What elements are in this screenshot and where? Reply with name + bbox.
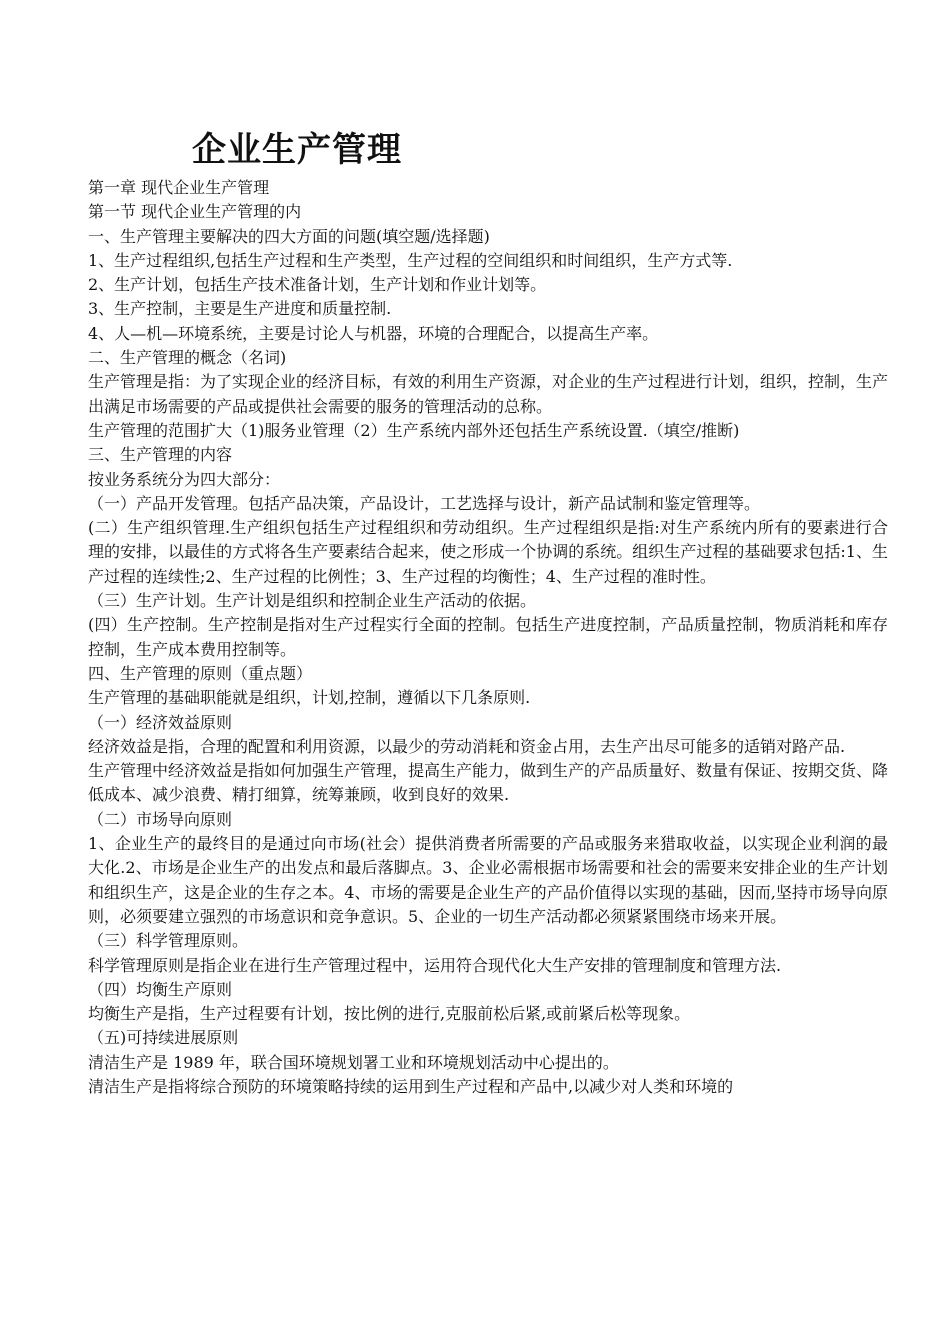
paragraph: (二）生产组织管理.生产组织包括生产过程组织和劳动组织。生产过程组织是指:对生产系统内所有的要素进行合理的安排，以最佳的方式将各生产要素结合起来，使之形成一个协调的系统。组织生产过程的基础要求包括:1、生产过程的连续性;2、生产过程的比例性；3、生产过程的均衡性；4、生产过程的准时性。: [88, 518, 888, 586]
paragraph: 生产管理是指：为了实现企业的经济目标，有效的利用生产资源，对企业的生产过程进行计划，组织，控制，生产出满足市场需要的产品或提供社会需要的服务的管理活动的总称。: [88, 372, 889, 416]
paragraph: (四）生产控制。生产控制是指对生产过程实行全面的控制。包括生产进度控制，产品质量控制，物质消耗和库存控制，生产成本费用控制等。: [88, 615, 888, 659]
subsection-heading: 二、生产管理的概念（名词): [88, 348, 287, 368]
document-body: [88, 176, 888, 1099]
principle-heading: （五)可持续进展原则: [88, 1028, 239, 1048]
principle-heading: （四）均衡生产原则: [88, 979, 233, 999]
section-heading: 第一节 现代企业生产管理的内: [88, 202, 302, 222]
paragraph: 生产管理的范围扩大（1)服务业管理（2）生产系统内部外还包括生产系统设置.（填空/推断): [88, 420, 740, 440]
list-item: 3、生产控制，主要是生产进度和质量控制.: [88, 299, 392, 319]
subsection-heading: 四、生产管理的原则（重点题）: [88, 663, 313, 683]
list-item: 2、生产计划，包括生产技术准备计划，生产计划和作业计划等。: [88, 275, 547, 295]
document-title: 企业生产管理: [192, 130, 402, 170]
paragraph: （一）产品开发管理。包括产品决策，产品设计，工艺选择与设计，新产品试制和鉴定管理等。: [88, 493, 761, 513]
list-item: 4、人—机—环境系统，主要是讨论人与机器，环境的合理配合，以提高生产率。: [88, 323, 659, 343]
paragraph: 1、企业生产的最终目的是通过向市场(社会）提供消费者所需要的产品或服务来猎取收益，以实现企业利润的最大化.2、市场是企业生产的出发点和最后落脚点。3、企业必需根据市场需要和社会的需要来安排企业的生产计划和组织生产，这是企业的生存之本。4、市场的需要是企业生产的产品价值得以实现的基础，因而,坚持市场导向原则，必须要建立强烈的市场意识和竞争意识。5、企业的一切生产活动都必须紧紧围绕市场来开展。: [88, 834, 888, 926]
paragraph: 经济效益是指，合理的配置和利用资源，以最少的劳动消耗和资金占用，去生产出尽可能多的适销对路产品.: [88, 736, 846, 756]
paragraph: 生产管理的基础职能就是组织，计划,控制，遵循以下几条原则.: [88, 688, 531, 708]
subsection-heading: 三、生产管理的内容: [88, 445, 233, 465]
paragraph: 生产管理中经济效益是指如何加强生产管理，提高生产能力，做到生产的产品质量好、数量有保证、按期交货、降低成本、减少浪费、精打细算，统筹兼顾，收到良好的效果.: [88, 761, 889, 805]
principle-heading: （一）经济效益原则: [88, 712, 233, 732]
chapter-heading: 第一章 现代企业生产管理: [88, 178, 270, 197]
paragraph: 清洁生产是指将综合预防的环境策略持续的运用到生产过程和产品中,以减少对人类和环境的: [88, 1076, 734, 1096]
principle-heading: （二）市场导向原则: [88, 809, 233, 829]
principle-heading: （三）科学管理原则。: [88, 931, 249, 951]
subsection-heading: 一、生产管理主要解决的四大方面的问题(填空题/选择题): [88, 226, 490, 246]
paragraph: （三）生产计划。生产计划是组织和控制企业生产活动的依据。: [88, 591, 537, 611]
paragraph: 科学管理原则是指企业在进行生产管理过程中，运用符合现代化大生产安排的管理制度和管理方法.: [88, 955, 782, 975]
list-item: 1、生产过程组织,包括生产过程和生产类型，生产过程的空间组织和时间组织，生产方式等.: [88, 250, 733, 270]
paragraph: 按业务系统分为四大部分：: [88, 469, 281, 489]
paragraph: 清洁生产是 1989 年，联合国环境规划署工业和环境规划活动中心提出的。: [88, 1052, 619, 1072]
paragraph: 均衡生产是指，生产过程要有计划，按比例的进行,克服前松后紧,或前紧后松等现象。: [88, 1004, 691, 1024]
